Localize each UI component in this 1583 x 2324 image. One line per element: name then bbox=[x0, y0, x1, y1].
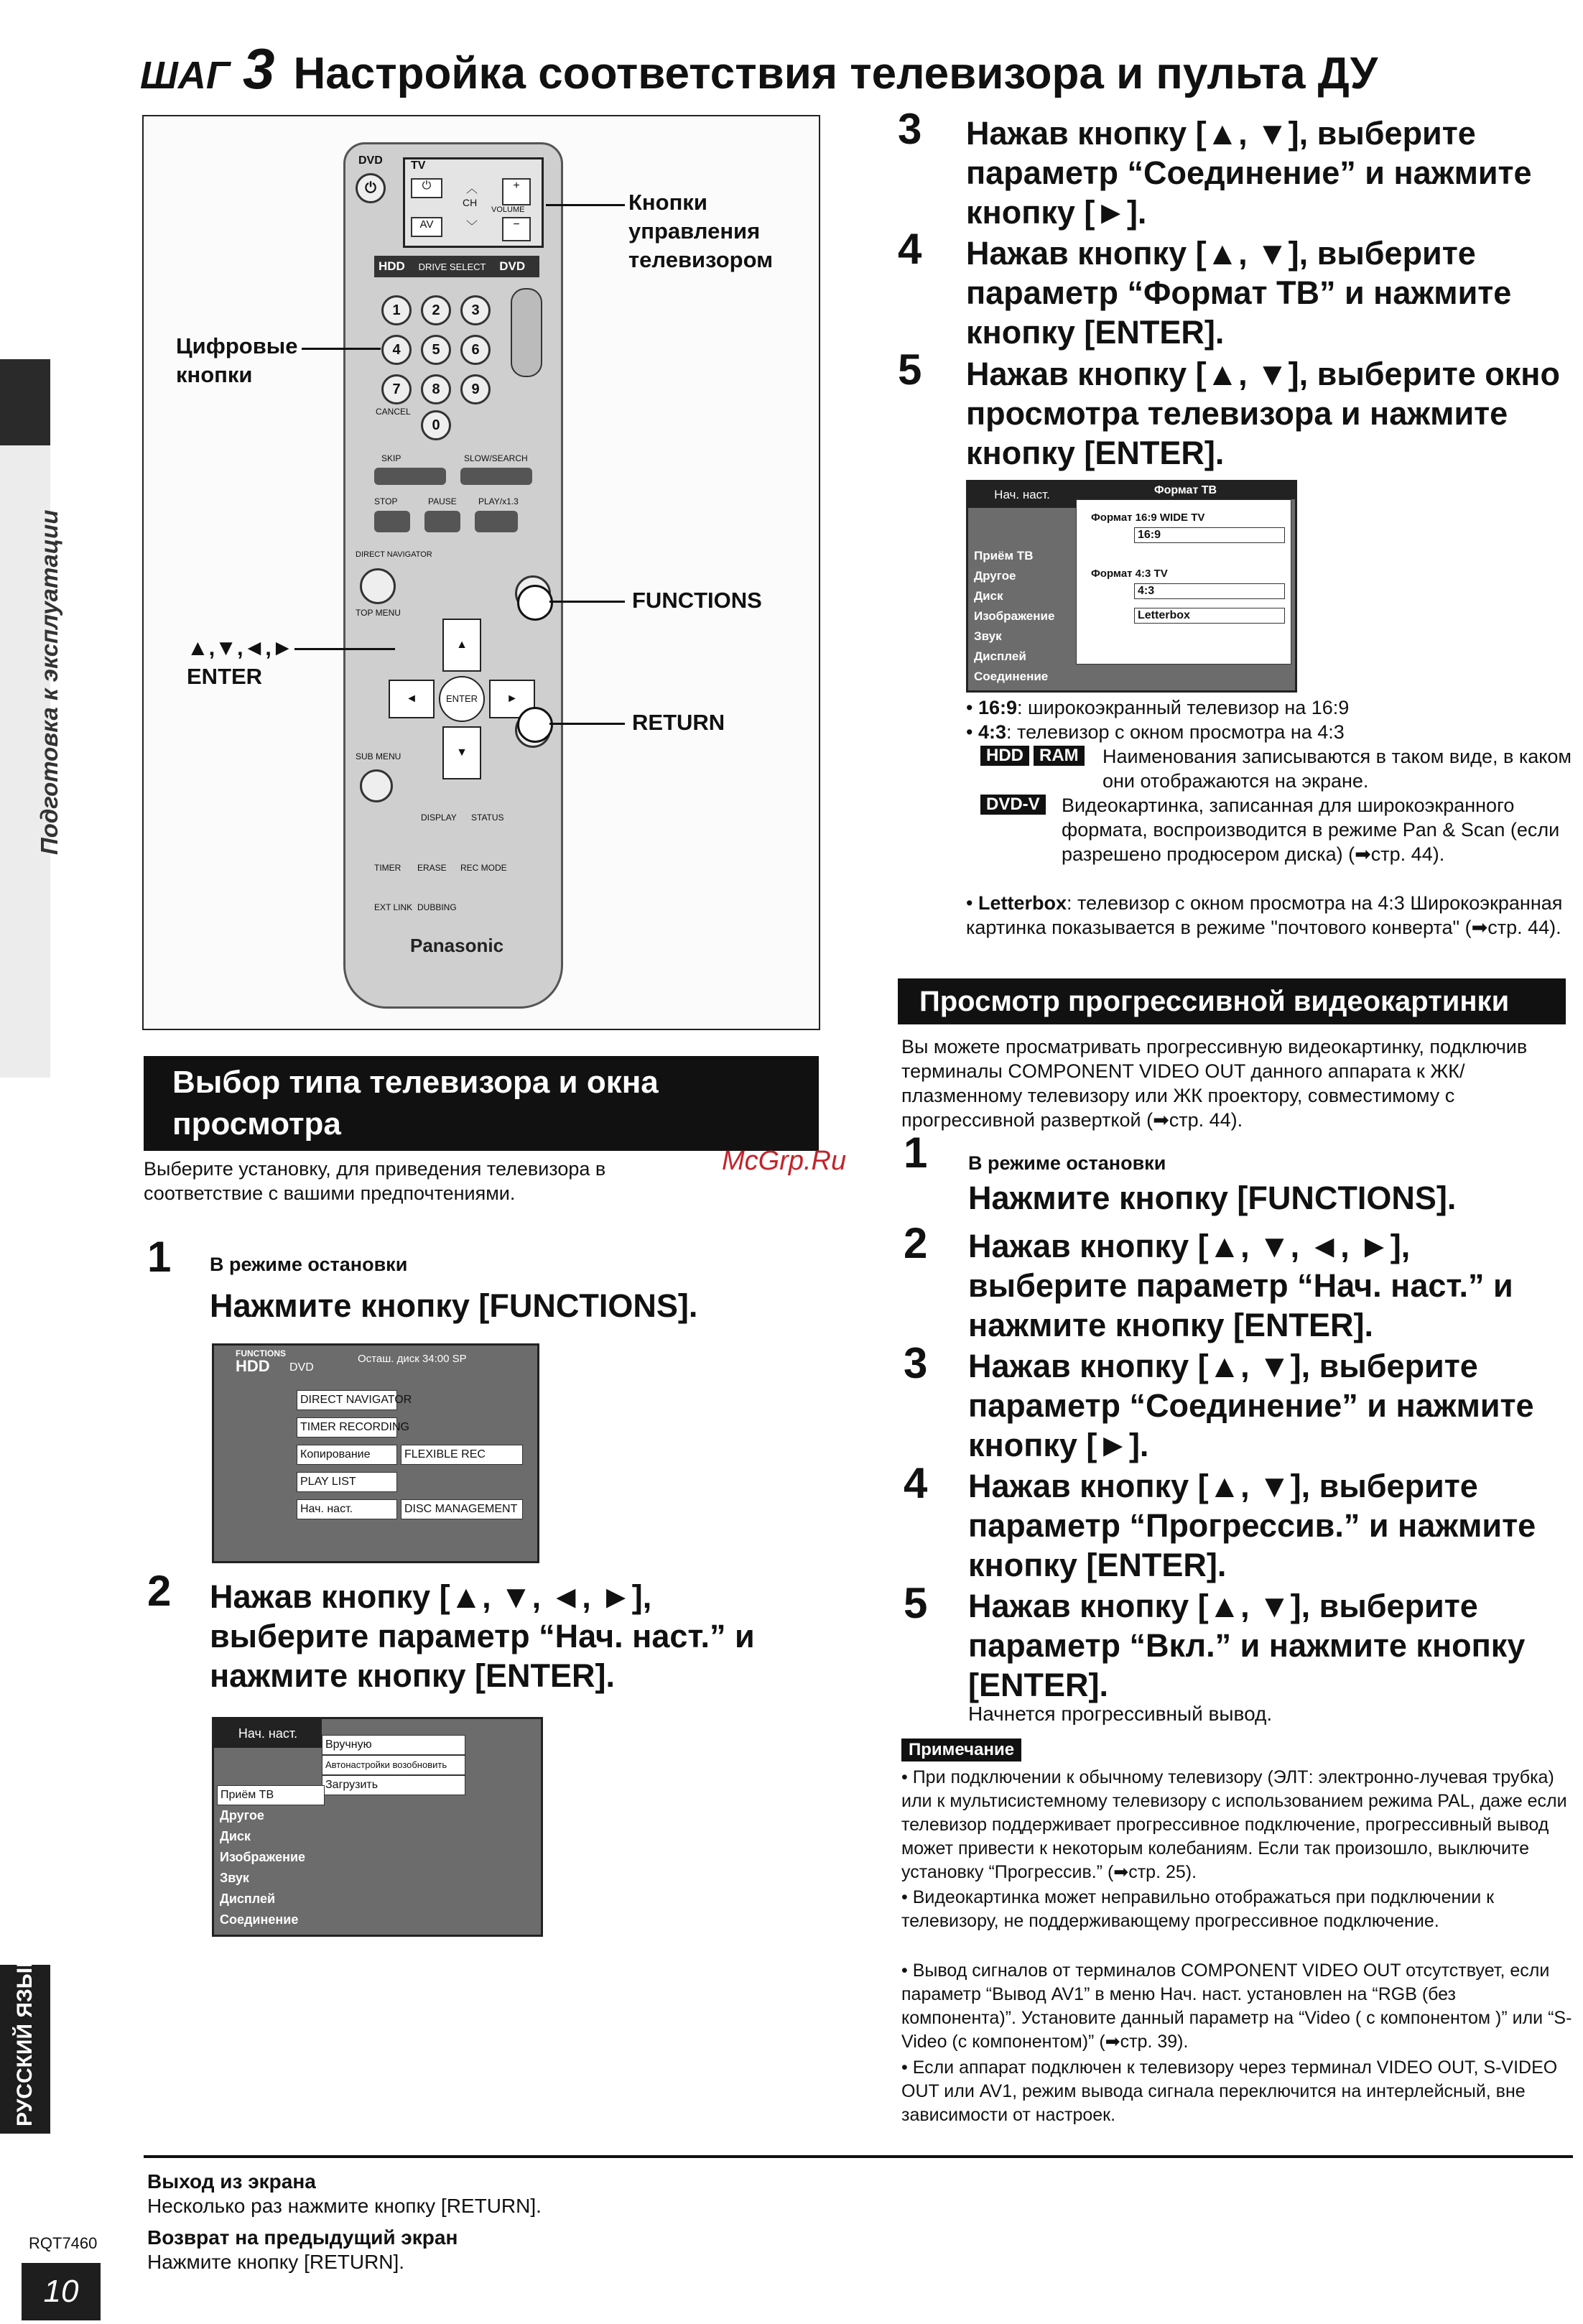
doc-code: RQT7460 bbox=[29, 2234, 98, 2252]
digit-6[interactable]: 6 bbox=[460, 335, 491, 365]
rec-mode-label: REC MODE bbox=[460, 863, 507, 873]
tv-format-option-169[interactable]: 16:9 bbox=[1134, 527, 1285, 543]
play-button[interactable] bbox=[475, 511, 518, 532]
direct-navigator-button[interactable] bbox=[360, 568, 396, 604]
functions-screen-dvd: DVD bbox=[289, 1361, 314, 1374]
channel-rocker[interactable] bbox=[511, 288, 542, 377]
title-prefix: ШАГ bbox=[140, 54, 231, 97]
volume-label: VOLUME bbox=[491, 205, 525, 214]
direct-navigator-label: DIRECT NAVIGATOR bbox=[356, 550, 432, 559]
setup-menu-connection[interactable]: Соединение bbox=[220, 1912, 299, 1927]
badge-dvdv-wrap bbox=[980, 795, 1050, 815]
digit-2[interactable]: 2 bbox=[421, 295, 451, 325]
numeric-leader bbox=[302, 348, 381, 350]
note-label: Примечание bbox=[901, 1739, 1021, 1761]
tv-format-group-169: Формат 16:9 WIDE TV bbox=[1091, 511, 1205, 524]
tv-format-menu-disc[interactable]: Диск bbox=[974, 589, 1003, 603]
functions-screen bbox=[212, 1343, 539, 1563]
tv-type-intro: Выберите установку, для приведения телевизора в соответствие с вашими предпочтениями. bbox=[144, 1158, 606, 1204]
note-1-text: При подключении к обычному телевизору (ЭЛТ: электронно-лучевая трубка) или к мультисистемному телевизору с использованием режима PAL, даже если телевизор поддерживает прогрессивное подключение, прогрессивный вывод может привести к некоторым колебаниям. Если так произошло, выключите установку “Прогрессив.” (➡стр. 25). bbox=[901, 1767, 1567, 1882]
right-step4-number: 4 bbox=[898, 225, 922, 273]
format-bullet-169-key: 16:9 bbox=[978, 697, 1018, 718]
functions-screen-label: FUNCTIONS bbox=[236, 1348, 286, 1358]
pause-label: PAUSE bbox=[428, 496, 457, 506]
left-arrow-icon[interactable]: ◄ bbox=[389, 680, 435, 718]
setup-screen bbox=[212, 1717, 543, 1937]
digit-9[interactable]: 9 bbox=[460, 374, 491, 404]
note-1: • При подключении к обычному телевизору (ЭЛТ: электронно-лучевая трубка) или к мультисистемному телевизору с использованием режима PAL, даже если телевизор поддерживает прогрессивное подключение, прогрессивный вывод может привести к некоторым колебаниям. Если так произошло, выключите установку “Прогрессив.” (➡стр. 25). bbox=[901, 1767, 1567, 1882]
note-3: • Вывод сигналов от терминалов COMPONENT VIDEO OUT отсутствует, если параметр “Вывод AV1” в меню Нач. наст. установлен на “RGB (без компонента)”. Установите данный параметр на “Video ( с компонентом )” или “S-Video (с компонентом)” (➡стр. 39). bbox=[901, 1960, 1572, 2052]
language-tab-label: РУССКИЙ ЯЗЫК bbox=[13, 1954, 37, 2126]
drive-select-bar bbox=[374, 256, 539, 277]
prog-step5-number: 5 bbox=[904, 1579, 928, 1627]
left-step1-number: 1 bbox=[147, 1233, 172, 1281]
skip-button[interactable] bbox=[374, 468, 446, 485]
prog-step1-number: 1 bbox=[904, 1129, 928, 1177]
note-4: • Если аппарат подключен к телевизору через терминал VIDEO OUT, S-VIDEO OUT или AV1, режим вывода сигнала переключится на интерлейсный, вне зависимости от настроек. bbox=[901, 2057, 1558, 2125]
left-step2-text: Нажав кнопку [▲, ▼, ◄, ►], выберите параметр “Нач. наст.” и нажмите кнопку [ENTER]. bbox=[210, 1578, 755, 1694]
fn-timer-recording[interactable]: TIMER RECORDING bbox=[297, 1417, 397, 1438]
tv-format-right-header: Формат ТВ bbox=[1076, 482, 1295, 499]
digit-3[interactable]: 3 bbox=[460, 295, 491, 325]
right-step4-text: Нажав кнопку [▲, ▼], выберите параметр “Формат ТВ” и нажмите кнопку [ENTER]. bbox=[966, 235, 1512, 351]
format-bullet-letterbox-key: Letterbox bbox=[978, 892, 1067, 914]
right-step5-number: 5 bbox=[898, 346, 922, 394]
functions-marker bbox=[517, 585, 553, 621]
fn-flexible-rec[interactable]: FLEXIBLE REC bbox=[401, 1445, 523, 1465]
stop-button[interactable] bbox=[374, 511, 410, 532]
tv-power-button[interactable]: ⏻ bbox=[411, 178, 442, 198]
format-bullet-169-text: : широкоэкранный телевизор на 16:9 bbox=[1017, 697, 1350, 718]
tv-format-menu-display[interactable]: Дисплей bbox=[974, 649, 1026, 663]
format-bullet-letterbox-text: : телевизор с окном просмотра на 4:3 Широкоэкранная картинка показывается в режиме "почтового конверта" (➡стр. 44). bbox=[966, 892, 1563, 938]
prog-step4-text: Нажав кнопку [▲, ▼], выберите параметр “Прогрессив.” и нажмите кнопку [ENTER]. bbox=[968, 1468, 1536, 1583]
setup-menu-sound[interactable]: Звук bbox=[220, 1871, 249, 1885]
digit-5[interactable]: 5 bbox=[421, 335, 451, 365]
dvd-key[interactable]: DVD bbox=[499, 259, 526, 273]
tv-control-block bbox=[403, 157, 544, 248]
digit-1[interactable]: 1 bbox=[381, 295, 412, 325]
left-step2-number: 2 bbox=[147, 1567, 172, 1615]
footer-exit-text: Несколько раз нажмите кнопку [RETURN]. bbox=[147, 2195, 542, 2217]
side-tab-label: Подготовка к эксплуатации bbox=[36, 509, 62, 855]
fn-disc-management[interactable]: DISC MANAGEMENT bbox=[401, 1499, 523, 1519]
section-heading-progressive: Просмотр прогрессивной видеокартинки bbox=[898, 978, 1566, 1024]
sub-menu-button[interactable] bbox=[360, 769, 393, 802]
cancel-label: CANCEL bbox=[376, 407, 411, 417]
format-bullet-43-text: : телевизор с окном просмотра на 4:3 bbox=[1006, 721, 1345, 743]
fn-play-list[interactable]: PLAY LIST bbox=[297, 1472, 397, 1492]
status-label: STATUS bbox=[471, 813, 504, 823]
setup-menu-picture[interactable]: Изображение bbox=[220, 1850, 306, 1864]
fn-copying[interactable]: Копирование bbox=[297, 1445, 397, 1465]
nav-pad bbox=[403, 619, 518, 791]
setup-menu-disc[interactable]: Диск bbox=[220, 1829, 251, 1843]
volume-up-button[interactable]: + bbox=[502, 178, 531, 205]
tv-format-panel bbox=[1076, 499, 1291, 665]
badge-dvdv: DVD-V bbox=[980, 795, 1046, 815]
volume-down-button[interactable]: − bbox=[502, 217, 531, 241]
tv-format-option-letterbox[interactable]: Letterbox bbox=[1134, 608, 1285, 624]
note-3-text: Вывод сигналов от терминалов COMPONENT VIDEO OUT отсутствует, если параметр “Вывод AV1” в меню Нач. наст. установлен на “RGB (без компонента)”. Установите данный параметр на “Video ( с компонентом )” или “S-Video (с компонентом)” (➡стр. 39). bbox=[901, 1960, 1572, 2052]
digit-4[interactable]: 4 bbox=[381, 335, 412, 365]
enter-callout: ENTER bbox=[187, 664, 263, 689]
digit-0[interactable]: 0 bbox=[421, 410, 451, 440]
ch-label: CH bbox=[463, 197, 478, 208]
setup-menu-tv[interactable]: Приём ТВ bbox=[217, 1785, 325, 1805]
footer-divider bbox=[144, 2155, 1573, 2158]
prog-step5-text: Нажав кнопку [▲, ▼], выберите параметр “Вкл.” и нажмите кнопку [ENTER]. bbox=[968, 1588, 1526, 1703]
hdd-ram-note: Наименования записываются в таком виде, в каком они отображаются на экране. bbox=[1102, 746, 1572, 792]
dubbing-label: DUBBING bbox=[417, 902, 457, 912]
nav-leader bbox=[294, 648, 395, 650]
return-callout: RETURN bbox=[632, 710, 725, 735]
setup-option-load[interactable]: Загрузить bbox=[322, 1775, 465, 1795]
right-step3-text: Нажав кнопку [▲, ▼], выберите параметр “Соединение” и нажмите кнопку [►]. bbox=[966, 115, 1532, 231]
tv-format-menu-other[interactable]: Другое bbox=[974, 569, 1016, 583]
tv-format-menu-tv[interactable]: Приём ТВ bbox=[974, 549, 1034, 563]
section-heading-tv-type: Выбор типа телевизора и окна просмотра bbox=[144, 1056, 819, 1151]
slow-search-label: SLOW/SEARCH bbox=[464, 453, 528, 463]
functions-callout: FUNCTIONS bbox=[632, 588, 762, 613]
timer-label: TIMER bbox=[374, 863, 401, 873]
title-number: 3 bbox=[243, 37, 275, 101]
play-label: PLAY/x1.3 bbox=[478, 496, 519, 506]
left-step1-sub: В режиме остановки bbox=[210, 1254, 408, 1275]
ext-link-label: EXT LINK bbox=[374, 902, 413, 912]
slow-search-button[interactable] bbox=[460, 468, 532, 485]
side-tab bbox=[0, 359, 62, 1078]
footer-exit-title: Выход из экрана bbox=[147, 2170, 316, 2193]
format-bullet-169: • 16:9: широкоэкранный телевизор на 16:9 bbox=[966, 697, 1350, 718]
footer-back-title: Возврат на предыдущий экран bbox=[147, 2226, 458, 2249]
pause-button[interactable] bbox=[424, 511, 460, 532]
ch-down-icon[interactable]: ﹀ bbox=[466, 221, 478, 233]
down-arrow-icon[interactable]: ▼ bbox=[442, 726, 481, 779]
power-icon[interactable]: ⏻ bbox=[356, 173, 386, 203]
badge-hdd: HDD bbox=[980, 746, 1029, 766]
dvdv-note: Видеокартинка, записанная для широкоэкранного формата, воспроизводится в режиме Pan & Scan (если разрешено продюсером диска) (➡стр. 44). bbox=[1062, 795, 1560, 865]
remote-figure bbox=[142, 115, 820, 1030]
footer-back-text: Нажмите кнопку [RETURN]. bbox=[147, 2251, 405, 2273]
digit-8[interactable]: 8 bbox=[421, 374, 451, 404]
badges-hdd-ram bbox=[980, 746, 1089, 766]
erase-label: ERASE bbox=[417, 863, 447, 873]
ch-up-icon[interactable]: ︿ bbox=[466, 183, 478, 195]
numeric-callout: Цифровые кнопки bbox=[176, 333, 298, 387]
note-2: • Видеокартинка может неправильно отображаться при подключении к телевизору, не поддерживающему прогрессивное подключение. bbox=[901, 1887, 1495, 1931]
tv-controls-callout: Кнопки управления телевизором bbox=[628, 190, 774, 272]
badge-ram: RAM bbox=[1034, 746, 1085, 766]
format-bullet-43: • 4:3: телевизор с окном просмотра на 4:3 bbox=[966, 721, 1345, 743]
language-tab bbox=[0, 1954, 50, 2134]
side-tab-marker bbox=[0, 359, 50, 445]
brand-logo: Panasonic bbox=[410, 935, 504, 956]
prog-step4-number: 4 bbox=[904, 1459, 928, 1507]
fn-setup[interactable]: Нач. наст. bbox=[297, 1499, 397, 1519]
av-button[interactable]: AV bbox=[411, 217, 442, 237]
hdd-key[interactable]: HDD bbox=[379, 259, 405, 273]
progressive-result: Начнется прогрессивный вывод. bbox=[968, 1703, 1273, 1725]
top-menu-label: TOP MENU bbox=[356, 608, 401, 618]
note-2-text: Видеокартинка может неправильно отображаться при подключении к телевизору, не поддерживающему прогрессивное подключение. bbox=[901, 1887, 1495, 1931]
setup-option-resume[interactable]: Автонастройки возобновить bbox=[322, 1755, 465, 1775]
setup-menu-other[interactable]: Другое bbox=[220, 1808, 264, 1823]
sub-menu-label: SUB MENU bbox=[356, 751, 401, 761]
functions-screen-hdd: HDD bbox=[236, 1357, 270, 1375]
stop-label: STOP bbox=[374, 496, 398, 506]
functions-screen-remaining: Осташ. диск 34:00 SP bbox=[358, 1353, 467, 1365]
tv-format-left-header: Нач. наст. bbox=[968, 482, 1076, 508]
format-bullet-43-key: 4:3 bbox=[978, 721, 1006, 743]
return-marker bbox=[517, 707, 553, 743]
setup-screen-header: Нач. наст. bbox=[214, 1719, 322, 1748]
enter-button[interactable]: ENTER bbox=[439, 676, 485, 722]
left-step1-text: Нажмите кнопку [FUNCTIONS]. bbox=[210, 1287, 698, 1324]
right-step5-text: Нажав кнопку [▲, ▼], выберите окно просмотра телевизора и нажмите кнопку [ENTER]. bbox=[966, 356, 1560, 471]
numeric-keypad bbox=[374, 288, 503, 439]
remote-control bbox=[343, 142, 563, 1009]
prog-step3-text: Нажав кнопку [▲, ▼], выберите параметр “Соединение” и нажмите кнопку [►]. bbox=[968, 1348, 1534, 1463]
nav-callout: ▲,▼,◄,► bbox=[187, 635, 294, 660]
tv-format-menu-picture[interactable]: Изображение bbox=[974, 609, 1055, 623]
note-4-text: Если аппарат подключен к телевизору через терминал VIDEO OUT, S-VIDEO OUT или AV1, режим вывода сигнала переключится на интерлейсный, вне зависимости от настроек. bbox=[901, 2057, 1558, 2125]
setup-option-manual[interactable]: Вручную bbox=[322, 1735, 465, 1755]
format-bullet-letterbox: • Letterbox: телевизор с окном просмотра на 4:3 Широкоэкранная картинка показывается в режиме "почтового конверта" (➡стр. 44). bbox=[966, 892, 1563, 938]
setup-menu-display[interactable]: Дисплей bbox=[220, 1892, 276, 1906]
tv-format-menu-connection[interactable]: Соединение bbox=[974, 670, 1049, 683]
prog-step2-number: 2 bbox=[904, 1219, 928, 1267]
functions-leader bbox=[549, 601, 625, 603]
tv-label: TV bbox=[411, 159, 426, 172]
page-number: 10 bbox=[22, 2263, 101, 2320]
skip-label: SKIP bbox=[381, 453, 401, 463]
prog-step2-text: Нажав кнопку [▲, ▼, ◄, ►], выберите параметр “Нач. наст.” и нажмите кнопку [ENTER]. bbox=[968, 1228, 1513, 1343]
right-arrow-icon[interactable]: ► bbox=[489, 680, 535, 718]
watermark: McGrp.Ru bbox=[722, 1146, 847, 1176]
tv-format-group-43: Формат 4:3 TV bbox=[1091, 568, 1168, 580]
prog-step1-sub: В режиме остановки bbox=[968, 1152, 1166, 1174]
right-step3-number: 3 bbox=[898, 105, 922, 153]
up-arrow-icon[interactable]: ▲ bbox=[442, 619, 481, 672]
prog-step3-number: 3 bbox=[904, 1339, 928, 1387]
title-text: Настройка соответствия телевизора и пульта ДУ bbox=[293, 49, 1378, 98]
digit-7[interactable]: 7 bbox=[381, 374, 412, 404]
drive-select-label: DRIVE SELECT bbox=[418, 261, 486, 272]
prog-step1-text: Нажмите кнопку [FUNCTIONS]. bbox=[968, 1180, 1457, 1216]
dvd-label: DVD bbox=[358, 154, 383, 167]
tv-format-option-43[interactable]: 4:3 bbox=[1134, 583, 1285, 599]
progressive-intro: Вы можете просматривать прогрессивную видеокартинку, подключив терминалы COMPONENT VIDEO OUT данного аппарата к ЖК/плазменному телевизору или ЖК проектору, совместимому с прогрессивной разверткой (➡стр. 44). bbox=[901, 1036, 1528, 1131]
page-title bbox=[140, 36, 1378, 102]
tv-controls-leader bbox=[546, 204, 625, 206]
return-leader bbox=[549, 723, 625, 725]
display-label: DISPLAY bbox=[421, 813, 457, 823]
tv-format-screen bbox=[966, 480, 1297, 693]
fn-direct-navigator[interactable]: DIRECT NAVIGATOR bbox=[297, 1390, 397, 1410]
tv-format-menu-sound[interactable]: Звук bbox=[974, 629, 1002, 643]
